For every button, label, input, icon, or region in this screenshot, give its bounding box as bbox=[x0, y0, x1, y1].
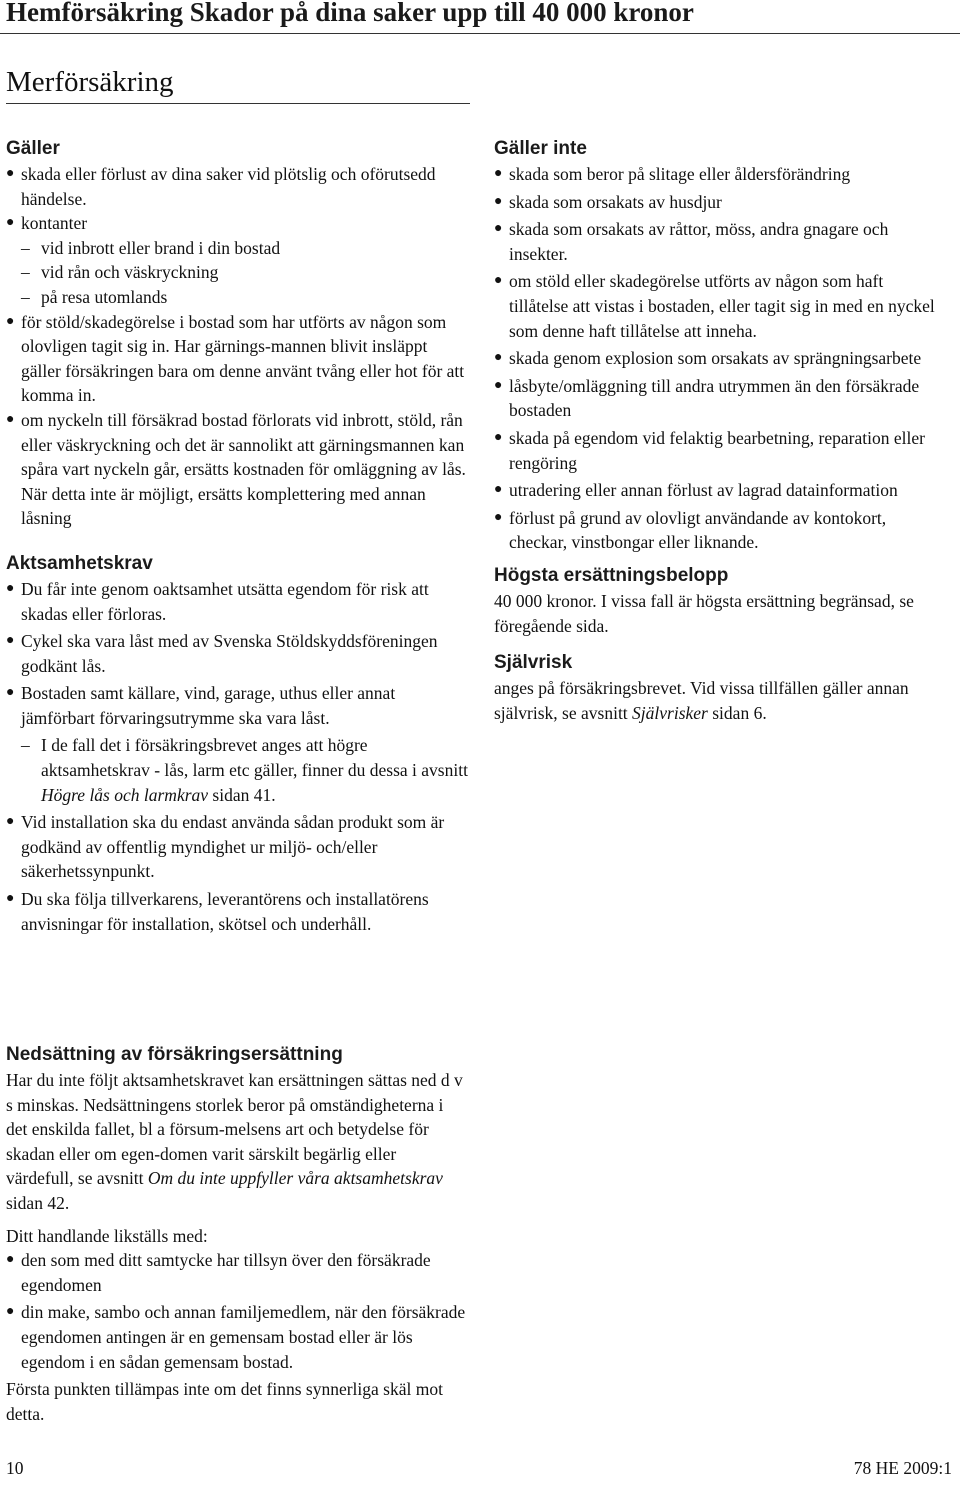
list-item: ● om stöld eller skadegörelse utförts av någon som haft tillåtelse att vistas i bostaden, eller tagit sig in med en nyckel som denne haft tillåtelse att inneha. bbox=[494, 271, 935, 341]
bullet-icon: ● bbox=[494, 429, 503, 445]
sub-list-item: – på resa utomlands bbox=[6, 285, 468, 310]
cross-reference: Högre lås och larmkrav bbox=[41, 784, 209, 805]
aktsamhet-heading: Aktsamhetskrav bbox=[6, 552, 153, 574]
bullet-icon: ● bbox=[494, 377, 503, 393]
dash-icon: – bbox=[21, 262, 30, 283]
bullet-icon: ● bbox=[6, 580, 15, 596]
list-item: ● din make, sambo och annan familjemedlem, när den försäkrade egendomen antingen är en gemensam bostad eller är lös egendom i en sådan gemensam bostad. bbox=[6, 1302, 466, 1372]
bullet-icon: ● bbox=[6, 313, 15, 329]
list-item: ● skada som beror på slitage eller åldersförändring bbox=[494, 162, 940, 187]
list-item: ● låsbyte/omläggning till andra utrymmen än den försäkrade bostaden bbox=[494, 375, 920, 421]
list-item: ● Cykel ska vara låst med av Svenska Stöldskyddsföreningen godkänt lås. bbox=[6, 631, 438, 676]
bullet-icon: ● bbox=[6, 1252, 15, 1268]
list-item: ● kontanter bbox=[6, 211, 468, 236]
list-item: ● skada eller förlust av dina saker vid plötslig och oförutsedd händelse. bbox=[6, 164, 436, 209]
sub-list-item: – I de fall det i försäkringsbrevet anges att högre aktsamhetskrav - lås, larm etc gäller, finner du dessa i avsnitt Högre lås och larmkrav sidan 41. bbox=[21, 735, 468, 805]
bullet-icon: ● bbox=[494, 193, 503, 209]
right-column bbox=[494, 136, 940, 725]
sub-list-item: – vid rån och väskryckning bbox=[6, 260, 468, 285]
sjalvrisk-text: anges på försäkringsbrevet. Vid vissa tillfällen gäller annan självrisk, se avsnitt Självrisker sidan 6. bbox=[494, 678, 909, 723]
dash-icon: – bbox=[21, 286, 30, 307]
bullet-icon: ● bbox=[494, 509, 503, 525]
forsta-punkten-paragraph: Första punkten tillämpas inte om det finns synnerliga skäl mot detta. bbox=[6, 1379, 443, 1424]
galler-inte-list bbox=[494, 162, 940, 555]
aktsamhet-list bbox=[6, 577, 468, 936]
bullet-icon: ● bbox=[6, 166, 15, 181]
list-item: ● den som med ditt samtycke har tillsyn över den försäkrade egendomen bbox=[6, 1250, 431, 1295]
likstalls-paragraph: Ditt handlande likställs med: bbox=[6, 1225, 208, 1246]
list-item: ● skada som orsakats av husdjur bbox=[494, 190, 940, 215]
bullet-icon: ● bbox=[494, 273, 503, 289]
list-item: ● förlust på grund av olovligt användande av kontokort, checkar, vinstbongar eller liknande. bbox=[494, 507, 887, 553]
page-title: Hemförsäkring Skador på dina saker upp till 40 000 kronor bbox=[6, 0, 694, 27]
bullet-icon: ● bbox=[494, 350, 503, 366]
section-title: Merförsäkring bbox=[6, 66, 174, 98]
list-item: ● Bostaden samt källare, vind, garage, uthus eller annat jämförbart förvaringsutrymme ska vara låst. bbox=[6, 683, 396, 728]
list-item: ● skada på egendom vid felaktig bearbetning, reparation eller rengöring bbox=[494, 427, 925, 473]
list-item: ● skada genom explosion som orsakats av sprängningsarbete bbox=[494, 346, 940, 371]
dash-icon: – bbox=[21, 237, 30, 258]
bullet-icon: ● bbox=[494, 482, 503, 498]
bullet-icon: ● bbox=[6, 891, 15, 907]
list-item: ● för stöld/skadegörelse i bostad som har utförts av någon som olovligen tagit sig in. Har gärnings-mannen blivit insläppt gäller försäkringen bara om denne använt tvång eller hot för att komma in. bbox=[6, 311, 465, 406]
galler-inte-heading: Gäller inte bbox=[494, 138, 587, 159]
page-number: 10 bbox=[6, 1458, 24, 1478]
left-column bbox=[6, 136, 468, 936]
bullet-icon: ● bbox=[6, 215, 15, 231]
dash-icon: – bbox=[21, 735, 30, 756]
bullet-icon: ● bbox=[494, 221, 503, 237]
bottom-section bbox=[6, 1042, 468, 1426]
list-item: ● utradering eller annan förlust av lagrad datainformation bbox=[494, 478, 940, 503]
title-rule bbox=[0, 33, 960, 34]
galler-list bbox=[6, 162, 468, 531]
hogsta-text: 40 000 kronor. I vissa fall är högsta ersättning begränsad, se föregående sida. bbox=[494, 590, 914, 636]
list-item: ● Du ska följa tillverkarens, leverantörens och installatörens anvisningar för installation, skötsel och underhåll. bbox=[6, 889, 429, 934]
list-item: ● Du får inte genom oaktsamhet utsätta egendom för risk att skadas eller förloras. bbox=[6, 578, 429, 624]
list-item: ● Vid installation ska du endast använda sådan produkt som är godkänd av offentlig myndighet ur miljö- och/eller säkerhetssynpunkt. bbox=[6, 812, 445, 882]
bullet-icon: ● bbox=[6, 1304, 15, 1320]
list-item: ● skada som orsakats av råttor, möss, andra gnagare och insekter. bbox=[494, 219, 889, 264]
nedsattning-heading: Nedsättning av försäkringsersättning bbox=[6, 1044, 343, 1065]
sjalvrisk-heading: Självrisk bbox=[494, 652, 573, 674]
nedsattning-paragraph: Har du inte följt aktsamhetskravet kan ersättningen sättas ned d v s minskas. Nedsättningens storlek beror på omständigheterna i det enskilda fallet, bl a försum-melsens art och betydelse för skadan eller om egen-domen varit särskilt begärlig eller värdefull, se avsnitt Om du inte uppfyller våra aktsamhetskrav sidan 42. bbox=[6, 1070, 463, 1213]
bullet-icon: ● bbox=[6, 685, 15, 701]
likstalls-list bbox=[6, 1248, 468, 1374]
hogsta-heading: Högsta ersättningsbelopp bbox=[494, 564, 729, 586]
list-item: ● om nyckeln till försäkrad bostad förlorats vid inbrott, stöld, rån eller väskryckning och det är sannolikt att gärningsmannen kan spåra vart nyckeln går, ersätts kostnaden för omläggning av lås. När detta inte är möjligt, ersätts komplettering med annan låsning bbox=[6, 409, 466, 529]
sub-list-item: – vid inbrott eller brand i din bostad bbox=[6, 236, 468, 261]
document-reference: 78 HE 2009:1 bbox=[853, 1458, 952, 1478]
cross-reference: Självrisker bbox=[632, 702, 708, 723]
cross-reference: Om du inte uppfyller våra aktsamhetskrav bbox=[147, 1168, 443, 1189]
bullet-icon: ● bbox=[6, 814, 15, 830]
bullet-icon: ● bbox=[6, 411, 15, 427]
section-rule bbox=[6, 103, 470, 104]
bullet-icon: ● bbox=[494, 166, 503, 181]
bullet-icon: ● bbox=[6, 633, 15, 649]
galler-heading: Gäller bbox=[6, 138, 60, 159]
